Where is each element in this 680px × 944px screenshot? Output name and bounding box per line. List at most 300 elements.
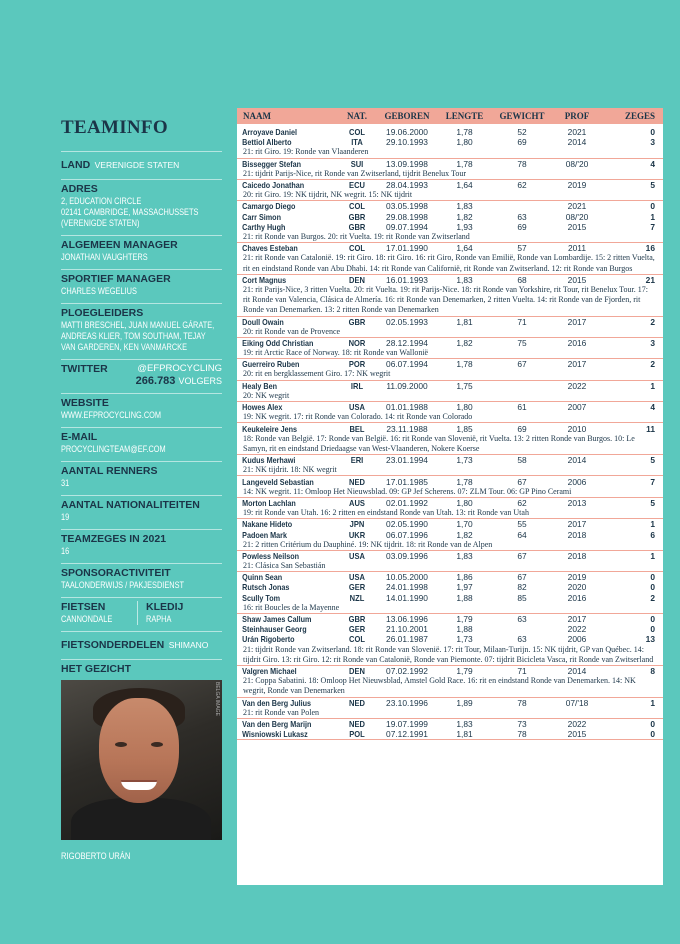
cell-gewicht: 82 bbox=[517, 582, 527, 593]
aantal-renners-value: 31 bbox=[61, 478, 70, 488]
cell-geboren: 19.06.2000 bbox=[386, 127, 428, 138]
cell-prof: 2019 bbox=[567, 180, 587, 191]
cell-zeges: 21 bbox=[645, 274, 655, 285]
header-lengte: LENGTE bbox=[445, 111, 484, 121]
cell-naam: Padoen Mark bbox=[242, 529, 288, 540]
aantal-nationaliteiten-value: 19 bbox=[61, 512, 70, 522]
table-row bbox=[237, 338, 663, 348]
victories-note: 21: rit Parijs-Nice, 3 ritten Vuelta. 20: rit Vuelta. 19: rit Parijs-Nice. 18: rit Ronde van Yorkshire, rit Tour, rit Benelux Tour. 17: rit Ronde van Valencia, Clásica de Almería. 16: rit Ronde van Denemarken, 2 ritten Vuelta. 14: rit Ronde van de Fjorden, rit Ronde van Denemarken. 13: 2 ritten Ronde van Denemarken bbox=[237, 285, 663, 317]
cell-geboren: 06.07.1996 bbox=[386, 529, 428, 540]
header-naam: NAAM bbox=[243, 111, 271, 121]
twitter-label: TWITTER bbox=[61, 363, 108, 375]
cell-prof: 2014 bbox=[567, 666, 587, 677]
cell-geboren: 19.07.1999 bbox=[386, 719, 428, 730]
cell-nat: SUI bbox=[350, 158, 364, 169]
cell-nat: GBR bbox=[348, 316, 366, 327]
adres-line: 2, EDUCATION CIRCLE bbox=[61, 196, 142, 206]
table-row bbox=[237, 593, 663, 603]
sportief-manager-value: CHARLES WEGELIUS bbox=[61, 286, 137, 296]
cell-lengte: 1,82 bbox=[456, 211, 473, 222]
cell-lengte: 1,75 bbox=[456, 380, 473, 391]
cell-gewicht: 78 bbox=[517, 729, 527, 740]
riders-table bbox=[237, 108, 663, 885]
cell-lengte: 1,78 bbox=[456, 476, 473, 487]
cell-zeges: 13 bbox=[645, 634, 655, 645]
cell-naam: Rutsch Jonas bbox=[242, 582, 290, 593]
cell-geboren: 26.01.1987 bbox=[386, 634, 428, 645]
cell-prof: 08/'20 bbox=[565, 211, 589, 222]
header-gewicht: GEWICHT bbox=[499, 111, 545, 121]
adres-section bbox=[61, 179, 222, 235]
cell-geboren: 02.01.1992 bbox=[386, 497, 428, 508]
cell-naam: Carthy Hugh bbox=[242, 221, 286, 232]
fietsonderdelen-label: FIETSONDERDELEN bbox=[61, 639, 165, 651]
cell-naam: Camargo Diego bbox=[242, 201, 296, 212]
cell-nat: NED bbox=[349, 719, 365, 730]
cell-gewicht: 78 bbox=[517, 158, 527, 169]
cell-naam: Howes Alex bbox=[242, 402, 283, 413]
cell-gewicht: 78 bbox=[517, 697, 527, 708]
cell-naam: Van den Berg Marijn bbox=[242, 719, 312, 730]
cell-zeges: 5 bbox=[650, 497, 655, 508]
cell-lengte: 1,73 bbox=[456, 455, 473, 466]
cell-nat: USA bbox=[349, 550, 365, 561]
victories-note: 21: rit Ronde van Catalonië. 19: rit Giro. 18: rit Giro. 16: rit Giro, Ronde van Emilië, Ronde van Lombardije. 15: 2 ritten Vuelta, rit en eindstand Ronde van Abu Dhabi. 14: rit Ronde van Californië, rit Ronde van Zwitserland. 12: rit Ronde van Burgos bbox=[237, 253, 663, 274]
cell-nat: DEN bbox=[349, 274, 365, 285]
cell-zeges: 6 bbox=[650, 529, 655, 540]
cell-prof: 2021 bbox=[567, 127, 587, 138]
table-row bbox=[237, 317, 663, 327]
cell-zeges: 0 bbox=[650, 614, 655, 625]
cell-nat: GBR bbox=[348, 221, 366, 232]
cell-geboren: 07.02.1992 bbox=[386, 666, 428, 677]
cell-naam: Keukeleire Jens bbox=[242, 423, 298, 434]
teamzeges-value: 16 bbox=[61, 546, 70, 556]
victories-note: 21: 2 ritten Critérium du Dauphiné. 19: NK tijdrit. 18: rit Ronde van de Alpen bbox=[237, 540, 663, 551]
cell-zeges: 1 bbox=[650, 519, 655, 530]
cell-prof: 2016 bbox=[567, 592, 587, 603]
cell-geboren: 13.06.1996 bbox=[386, 614, 428, 625]
table-row bbox=[237, 551, 663, 561]
table-row bbox=[237, 498, 663, 508]
website-section bbox=[61, 393, 222, 427]
email-link[interactable]: PROCYCLINGTEAM@EF.COM bbox=[61, 444, 166, 454]
cell-zeges: 16 bbox=[645, 243, 655, 254]
cell-prof: 2017 bbox=[567, 614, 587, 625]
victories-note: 20: NK wegrit bbox=[237, 391, 663, 402]
cell-gewicht: 52 bbox=[517, 127, 527, 138]
table-row bbox=[237, 698, 663, 708]
cell-nat: NED bbox=[349, 697, 365, 708]
cell-zeges: 0 bbox=[650, 201, 655, 212]
cell-lengte: 1,80 bbox=[456, 402, 473, 413]
cell-zeges: 2 bbox=[650, 359, 655, 370]
cell-nat: NZL bbox=[349, 592, 365, 603]
cell-prof: 2006 bbox=[567, 476, 587, 487]
cell-gewicht: 67 bbox=[517, 476, 527, 487]
table-row bbox=[237, 582, 663, 592]
cell-zeges: 3 bbox=[650, 137, 655, 148]
cell-gewicht: 67 bbox=[517, 572, 527, 583]
cell-prof: 2016 bbox=[567, 338, 587, 348]
cell-lengte: 1,83 bbox=[456, 274, 473, 285]
cell-gewicht: 63 bbox=[517, 634, 527, 645]
cell-naam: Eiking Odd Christian bbox=[242, 338, 314, 348]
cell-naam: Nakane Hideto bbox=[242, 519, 293, 530]
aantal-nationaliteiten-label: AANTAL NATIONALITEITEN bbox=[61, 499, 200, 511]
algemeen-manager-section bbox=[61, 235, 222, 269]
cell-geboren: 23.10.1996 bbox=[386, 697, 428, 708]
cell-naam: Scully Tom bbox=[242, 592, 281, 603]
cell-gewicht: 68 bbox=[517, 274, 527, 285]
cell-prof: 2014 bbox=[567, 455, 587, 466]
cell-gewicht: 69 bbox=[517, 221, 527, 232]
cell-lengte: 1,89 bbox=[456, 697, 473, 708]
table-row bbox=[237, 201, 663, 211]
table-row bbox=[237, 222, 663, 232]
cell-zeges: 5 bbox=[650, 455, 655, 466]
cell-zeges: 11 bbox=[646, 423, 655, 434]
fietsen-value: CANNONDALE bbox=[61, 614, 113, 624]
victories-note: 21: Clásica San Sebastián bbox=[237, 561, 663, 572]
cell-prof: 2018 bbox=[567, 550, 587, 561]
cell-prof: 08/'20 bbox=[565, 158, 589, 169]
website-label: WEBSITE bbox=[61, 397, 109, 409]
cell-zeges: 8 bbox=[650, 666, 655, 677]
cell-lengte: 1,80 bbox=[456, 137, 473, 148]
cell-lengte: 1,64 bbox=[456, 180, 473, 191]
cell-naam: Morton Lachlan bbox=[242, 497, 296, 508]
cell-prof: 2007 bbox=[567, 402, 587, 413]
table-row bbox=[237, 455, 663, 465]
cell-geboren: 02.05.1990 bbox=[386, 519, 428, 530]
cell-gewicht: 57 bbox=[517, 243, 527, 254]
table-body bbox=[237, 124, 663, 740]
cell-naam: Kudus Merhawi bbox=[242, 455, 296, 466]
photo-caption: RIGOBERTO URÁN bbox=[61, 851, 131, 861]
cell-nat: IRL bbox=[350, 380, 364, 391]
team-info-sidebar bbox=[61, 112, 222, 867]
table-row bbox=[237, 719, 663, 729]
cell-lengte: 1,97 bbox=[456, 582, 473, 593]
victories-note: 20: rit Giro. 19: NK tijdrit, NK wegrit. 15: NK tijdrit bbox=[237, 190, 663, 201]
aantal-renners-label: AANTAL RENNERS bbox=[61, 465, 158, 477]
victories-note: 20: rit en bergklassement Giro. 17: NK wegrit bbox=[237, 369, 663, 380]
sponsoractiviteit-section bbox=[61, 563, 222, 597]
cell-zeges: 7 bbox=[650, 476, 655, 487]
cell-gewicht: 64 bbox=[517, 529, 527, 540]
cell-lengte: 1,82 bbox=[456, 529, 473, 540]
cell-geboren: 29.08.1998 bbox=[386, 211, 428, 222]
cell-prof: 2006 bbox=[567, 634, 587, 645]
cell-nat: ERI bbox=[350, 455, 364, 466]
cell-geboren: 07.12.1991 bbox=[386, 729, 428, 740]
twitter-handle[interactable]: @EFPROCYCLING bbox=[137, 363, 222, 374]
victories-note: 16: rit Boucles de la Mayenne bbox=[237, 603, 663, 614]
table-row bbox=[237, 729, 663, 740]
table-row bbox=[237, 275, 663, 285]
cell-lengte: 1,82 bbox=[456, 338, 473, 348]
cell-zeges: 2 bbox=[650, 592, 655, 603]
cell-lengte: 1,78 bbox=[456, 127, 473, 138]
cell-zeges: 1 bbox=[650, 211, 655, 222]
cell-prof: 2022 bbox=[567, 380, 587, 391]
cell-zeges: 0 bbox=[650, 624, 655, 635]
header-prof: PROF bbox=[564, 111, 590, 121]
cell-gewicht: 69 bbox=[517, 137, 527, 148]
twitter-section bbox=[61, 359, 222, 393]
sportief-manager-label: SPORTIEF MANAGER bbox=[61, 273, 171, 285]
cell-zeges: 4 bbox=[650, 158, 655, 169]
cell-naam: Doull Owain bbox=[242, 316, 284, 327]
fietsonderdelen-value: SHIMANO bbox=[168, 640, 209, 650]
cell-lengte: 1,78 bbox=[456, 359, 473, 370]
cell-gewicht: 63 bbox=[517, 211, 527, 222]
cell-lengte: 1,81 bbox=[456, 316, 473, 327]
cell-lengte: 1,93 bbox=[456, 221, 473, 232]
cell-lengte: 1,83 bbox=[456, 201, 473, 212]
table-row bbox=[237, 402, 663, 412]
cell-zeges: 3 bbox=[650, 338, 655, 348]
email-section bbox=[61, 427, 222, 461]
cell-naam: Carr Simon bbox=[242, 211, 281, 222]
cell-naam: Shaw James Callum bbox=[242, 614, 312, 625]
cell-naam: Cort Magnus bbox=[242, 274, 287, 285]
cell-nat: NED bbox=[349, 476, 365, 487]
cell-prof: 2015 bbox=[567, 221, 587, 232]
cell-naam: Valgren Michael bbox=[242, 666, 297, 677]
fietsen-kledij-section bbox=[61, 597, 222, 631]
cell-geboren: 13.09.1998 bbox=[386, 158, 428, 169]
twitter-count: 266.783 bbox=[135, 375, 176, 387]
cell-zeges: 5 bbox=[650, 180, 655, 191]
cell-geboren: 02.05.1993 bbox=[386, 316, 428, 327]
table-row bbox=[237, 624, 663, 634]
victories-note: 18: Ronde van België. 17: Ronde van België. 16: rit Ronde van Slovenië, rit Vuelta. 13: 2 ritten Ronde van Burgos. 10: Le Samyn, rit en eindstand Driedaagse van West-Vlaanderen, Nokere Koerse bbox=[237, 434, 663, 455]
algemeen-manager-label: ALGEMEEN MANAGER bbox=[61, 239, 178, 251]
cell-lengte: 1,79 bbox=[456, 666, 473, 677]
cell-geboren: 14.01.1990 bbox=[386, 592, 428, 603]
cell-nat: NOR bbox=[348, 338, 366, 348]
cell-prof: 2020 bbox=[567, 582, 587, 593]
cell-nat: BEL bbox=[349, 423, 365, 434]
twitter-followers bbox=[136, 375, 222, 387]
cell-prof: 2010 bbox=[567, 423, 587, 434]
cell-geboren: 10.05.2000 bbox=[386, 572, 428, 583]
cell-prof: 2018 bbox=[567, 529, 587, 540]
ploegleiders-label: PLOEGLEIDERS bbox=[61, 307, 144, 319]
cell-naam: Caicedo Jonathan bbox=[242, 180, 305, 191]
cell-lengte: 1,86 bbox=[456, 572, 473, 583]
table-row bbox=[237, 212, 663, 222]
victories-note: 21: tijdrit Parijs-Nice, rit Ronde van Zwitserland, tijdrit Benelux Tour bbox=[237, 169, 663, 180]
algemeen-manager-value: JONATHAN VAUGHTERS bbox=[61, 252, 148, 262]
table-row bbox=[237, 519, 663, 529]
cell-zeges: 0 bbox=[650, 127, 655, 138]
cell-zeges: 2 bbox=[650, 316, 655, 327]
cell-naam: Urán Rigoberto bbox=[242, 634, 295, 645]
photo-credit: BELGA IMAGE bbox=[214, 682, 220, 716]
adres-line: 02141 CAMBRIDGE, MASSACHUSSETS bbox=[61, 207, 199, 217]
cell-zeges: 0 bbox=[650, 729, 655, 740]
fietsen-label: FIETSEN bbox=[61, 601, 106, 613]
cell-gewicht: 67 bbox=[517, 550, 527, 561]
cell-nat: GER bbox=[348, 624, 366, 635]
cell-gewicht: 73 bbox=[517, 719, 527, 730]
cell-prof: 2017 bbox=[567, 519, 587, 530]
table-row bbox=[237, 180, 663, 190]
cell-naam: Chaves Esteban bbox=[242, 243, 298, 254]
cell-gewicht: 61 bbox=[517, 402, 527, 413]
cell-geboren: 24.01.1998 bbox=[386, 582, 428, 593]
cell-zeges: 1 bbox=[650, 380, 655, 391]
cell-geboren: 03.09.1996 bbox=[386, 550, 428, 561]
cell-gewicht: 62 bbox=[517, 180, 527, 191]
aantal-nationaliteiten-section bbox=[61, 495, 222, 529]
victories-note: 19: rit Arctic Race of Norway. 18: rit Ronde van Wallonië bbox=[237, 348, 663, 359]
cell-nat: COL bbox=[349, 243, 365, 254]
cell-gewicht: 71 bbox=[517, 316, 527, 327]
table-row bbox=[237, 614, 663, 624]
cell-nat: COL bbox=[349, 201, 365, 212]
cell-nat: ECU bbox=[349, 180, 365, 191]
twitter-count-suffix: VOLGERS bbox=[178, 376, 222, 386]
cell-naam: Langeveld Sebastian bbox=[242, 476, 314, 487]
sponsoractiviteit-label: SPONSORACTIVITEIT bbox=[61, 567, 171, 579]
table-row bbox=[237, 137, 663, 147]
cell-lengte: 1,79 bbox=[456, 614, 473, 625]
cell-lengte: 1,78 bbox=[456, 158, 473, 169]
cell-lengte: 1,70 bbox=[456, 519, 473, 530]
cell-geboren: 21.10.2001 bbox=[386, 624, 428, 635]
cell-gewicht: 63 bbox=[517, 614, 527, 625]
cell-gewicht: 67 bbox=[517, 359, 527, 370]
cell-nat: COL bbox=[349, 127, 365, 138]
cell-nat: ITA bbox=[351, 137, 363, 148]
cell-lengte: 1,83 bbox=[456, 550, 473, 561]
cell-gewicht: 62 bbox=[517, 497, 527, 508]
cell-zeges: 0 bbox=[650, 572, 655, 583]
gezicht-section bbox=[61, 659, 222, 867]
table-header bbox=[237, 108, 663, 124]
adres-line: (VERENIGDE STATEN) bbox=[61, 218, 140, 228]
victories-note: 21: rit Ronde van Polen bbox=[237, 708, 663, 719]
kledij-label: KLEDIJ bbox=[146, 601, 184, 613]
cell-zeges: 4 bbox=[650, 402, 655, 413]
cell-naam: Guerreiro Ruben bbox=[242, 359, 300, 370]
cell-naam: Bettiol Alberto bbox=[242, 137, 292, 148]
cell-nat: GBR bbox=[348, 211, 366, 222]
cell-geboren: 28.12.1994 bbox=[386, 338, 428, 348]
cell-nat: GBR bbox=[348, 614, 366, 625]
victories-note: 21: rit Giro. 19: Ronde van Vlaanderen bbox=[237, 147, 663, 158]
cell-lengte: 1,83 bbox=[456, 719, 473, 730]
cell-nat: USA bbox=[349, 572, 365, 583]
cell-geboren: 23.01.1994 bbox=[386, 455, 428, 466]
cell-zeges: 1 bbox=[650, 550, 655, 561]
cell-lengte: 1,88 bbox=[456, 624, 473, 635]
cell-nat: GER bbox=[348, 582, 366, 593]
victories-note: 21: NK tijdrit. 18: NK wegrit bbox=[237, 465, 663, 476]
fietsonderdelen-section bbox=[61, 631, 222, 659]
cell-lengte: 1,73 bbox=[456, 634, 473, 645]
cell-gewicht: 71 bbox=[517, 666, 527, 677]
cell-gewicht: 75 bbox=[517, 338, 527, 348]
land-label: LAND bbox=[61, 159, 91, 171]
cell-prof: 2015 bbox=[567, 274, 587, 285]
cell-lengte: 1,80 bbox=[456, 497, 473, 508]
cell-geboren: 23.11.1988 bbox=[386, 423, 428, 434]
gezicht-label: HET GEZICHT bbox=[61, 663, 131, 675]
cell-naam: Arroyave Daniel bbox=[242, 127, 298, 138]
adres-label: ADRES bbox=[61, 183, 98, 195]
cell-zeges: 7 bbox=[650, 221, 655, 232]
ploegleiders-value: MATTI BRESCHEL, JUAN MANUEL GÁRATE, ANDREAS KLIER, TOM SOUTHAM, TEJAY VAN GARDEREN, KEN VANMARCKE bbox=[61, 320, 215, 352]
header-geboren: GEBOREN bbox=[384, 111, 430, 121]
victories-note: 20: rit Ronde van de Provence bbox=[237, 327, 663, 338]
cell-zeges: 1 bbox=[650, 697, 655, 708]
cell-gewicht: 85 bbox=[517, 592, 527, 603]
cell-lengte: 1,88 bbox=[456, 592, 473, 603]
cell-prof: 2021 bbox=[567, 201, 587, 212]
ploegleiders-section bbox=[61, 303, 222, 359]
cell-lengte: 1,85 bbox=[456, 423, 473, 434]
cell-nat: JPN bbox=[349, 519, 365, 530]
sponsoractiviteit-value: TAALONDERWIJS / PAKJESDIENST bbox=[61, 580, 185, 590]
team-info-title: TEAMINFO bbox=[61, 117, 168, 138]
cell-geboren: 17.01.1990 bbox=[386, 243, 428, 254]
cell-geboren: 28.04.1993 bbox=[386, 180, 428, 191]
cell-geboren: 11.09.2000 bbox=[386, 380, 428, 391]
cell-geboren: 29.10.1993 bbox=[386, 137, 428, 148]
table-row bbox=[237, 634, 663, 644]
website-link[interactable]: WWW.EFPROCYCLING.COM bbox=[61, 410, 162, 420]
cell-prof: 2013 bbox=[567, 497, 587, 508]
cell-nat: POR bbox=[348, 359, 366, 370]
table-row bbox=[237, 529, 663, 539]
aantal-renners-section bbox=[61, 461, 222, 495]
victories-note: 19: NK wegrit. 17: rit Ronde van Colorado. 14: rit Ronde van Colorado bbox=[237, 412, 663, 423]
cell-naam: Quinn Sean bbox=[242, 572, 283, 583]
victories-note: 14: NK wegrit. 11: Omloop Het Nieuwsblad. 09: GP Jef Scherens. 07: ZLM Tour. 06: GP Pino Cerami bbox=[237, 487, 663, 498]
victories-note: 21: tijdrit Ronde van Zwitserland. 18: rit Ronde van Slovenië. 17: rit Tour, Milaan-Turijn. 15: NK tijdrit, GP van Québec. 14: tijdrit Giro. 13: rit Giro. 12: rit Ronde van Catalonië, Ronde van Piemonte. 07: tijdrit Bicicleta Vasca, rit Ronde van Zwitserland bbox=[237, 645, 663, 666]
kledij-value: RAPHA bbox=[146, 614, 172, 624]
cell-nat: UKR bbox=[348, 529, 366, 540]
cell-naam: Van den Berg Julius bbox=[242, 697, 312, 708]
cell-prof: 2022 bbox=[567, 719, 587, 730]
header-nat: NAT. bbox=[347, 111, 367, 121]
cell-geboren: 03.05.1998 bbox=[386, 201, 428, 212]
table-row bbox=[237, 572, 663, 582]
cell-naam: Steinhauser Georg bbox=[242, 624, 307, 635]
cell-geboren: 17.01.1985 bbox=[386, 476, 428, 487]
cell-prof: 2014 bbox=[567, 137, 587, 148]
teamzeges-section bbox=[61, 529, 222, 563]
cell-geboren: 06.07.1994 bbox=[386, 359, 428, 370]
table-row bbox=[237, 159, 663, 169]
sportief-manager-section bbox=[61, 269, 222, 303]
cell-prof: 2022 bbox=[567, 624, 587, 635]
table-row bbox=[237, 359, 663, 369]
land-value: VERENIGDE STATEN bbox=[94, 160, 180, 170]
victories-note: 21: rit Ronde van Burgos. 20: rit Vuelta. 19: rit Ronde van Zwitserland bbox=[237, 232, 663, 243]
table-row bbox=[237, 127, 663, 137]
email-label: E-MAIL bbox=[61, 431, 98, 443]
teamzeges-label: TEAMZEGES IN 2021 bbox=[61, 533, 167, 545]
cell-geboren: 09.07.1994 bbox=[386, 221, 428, 232]
cell-geboren: 01.01.1988 bbox=[386, 402, 428, 413]
cell-geboren: 16.01.1993 bbox=[386, 274, 428, 285]
